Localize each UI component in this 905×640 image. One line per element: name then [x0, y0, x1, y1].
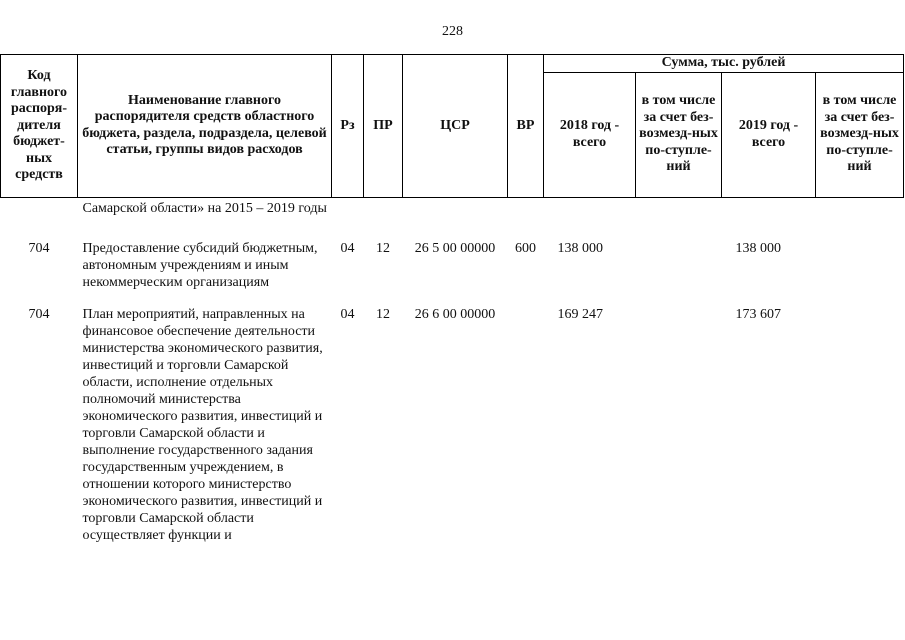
cell-name: Самарской области» на 2015 – 2019 годы	[82, 200, 327, 216]
table-header	[1, 55, 904, 198]
cell-name: План мероприятий, направленных на финансовое обеспечение деятельности министерства экономического развития, инвестиций и торговли Самарской области, исполнение отдельных полномочий министерства экономического развития, инвестиций и торговли Самарской области и выполнение государственного задания государственным учреждением, в отношении которого министерство экономического развития, инвестиций и торговли Самарской области осуществляет функции и	[82, 306, 323, 543]
cell-2018-total: 169 247	[557, 306, 603, 322]
budget-table	[0, 54, 904, 544]
header-code: Код главного распоря-дителя бюджет-ных средств	[1, 55, 78, 198]
header-pr: ПР	[364, 55, 403, 198]
header-2018-total: 2018 год - всего	[544, 72, 636, 197]
cell-2018-total: 138 000	[557, 240, 603, 256]
cell-2019-total: 173 607	[735, 306, 781, 322]
cell-2018-gratuitous	[636, 240, 722, 306]
table-body	[1, 197, 904, 544]
header-sum-group: Сумма, тыс. рублей	[544, 55, 904, 73]
cell-2018-gratuitous	[636, 306, 722, 544]
cell-vr: 600	[515, 240, 536, 256]
cell-2019-gratuitous	[816, 306, 904, 544]
cell-code: 704	[28, 306, 50, 322]
cell-2018-gratuitous	[636, 197, 722, 236]
cell-code	[1, 197, 78, 236]
cell-rz: 04	[340, 240, 355, 256]
cell-pr	[364, 197, 403, 236]
cell-vr	[508, 306, 544, 544]
cell-rz: 04	[340, 306, 355, 322]
header-vr: ВР	[508, 55, 544, 198]
cell-csr: 26 5 00 00000	[414, 240, 496, 256]
header-2019-gratuitous: в том числе за счет без-возмезд-ных по-ступле-ний	[816, 72, 904, 197]
header-2018-gratuitous: в том числе за счет без-возмезд-ных по-ступле-ний	[636, 72, 722, 197]
cell-2019-total: 138 000	[735, 240, 781, 256]
table-row	[1, 306, 904, 544]
cell-vr	[508, 197, 544, 236]
cell-csr	[403, 197, 508, 236]
cell-2019-total	[722, 197, 816, 236]
cell-code: 704	[28, 240, 50, 256]
cell-pr: 12	[376, 306, 390, 322]
cell-pr: 12	[376, 240, 390, 256]
table-row	[1, 240, 904, 306]
cell-csr: 26 6 00 00000	[414, 306, 496, 322]
cell-2019-gratuitous	[816, 197, 904, 236]
page-number: 228	[442, 24, 463, 39]
cell-name: Предоставление субсидий бюджетным, автономным учреждениям и иным некоммерческим организациям	[82, 240, 318, 290]
header-2019-total: 2019 год - всего	[722, 72, 816, 197]
header-rz: Рз	[332, 55, 364, 198]
table-row	[1, 197, 904, 236]
cell-rz	[332, 197, 364, 236]
cell-2018-total	[544, 197, 636, 236]
header-name: Наименование главного распорядителя средств областного бюджета, раздела, подраздела, целевой статьи, группы видов расходов	[78, 55, 332, 198]
cell-2019-gratuitous	[816, 240, 904, 306]
header-csr: ЦСР	[403, 55, 508, 198]
